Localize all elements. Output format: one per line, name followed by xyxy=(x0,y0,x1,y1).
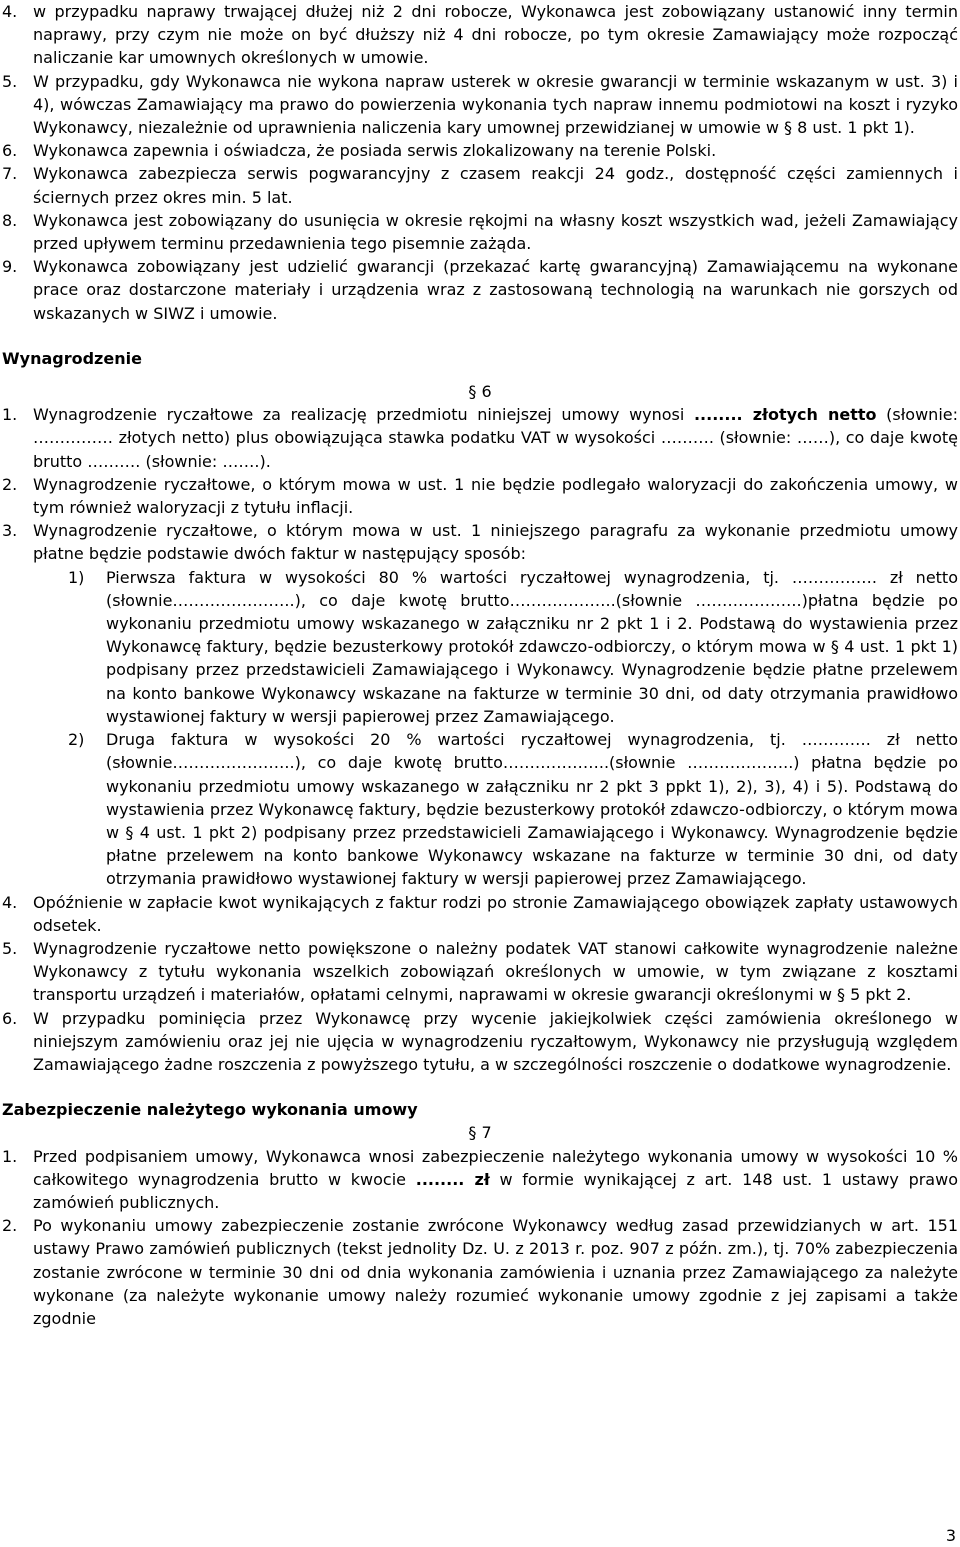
item-text: Wynagrodzenie ryczałtowe, o którym mowa w ust. 1 nie będzie podlegało waloryzacji do zakończenia umowy, w tym również waloryzacji z tytułu inflacji. xyxy=(33,474,958,518)
list-item xyxy=(2,403,958,473)
item-number: 7. xyxy=(2,164,18,184)
list-item xyxy=(2,519,958,565)
item-number: 3. xyxy=(2,521,18,541)
item-number: 9. xyxy=(2,257,18,277)
list-item xyxy=(2,162,958,208)
list-item xyxy=(2,1214,958,1330)
item-text: Wykonawca zapewnia i oświadcza, że posiada serwis zlokalizowany na terenie Polski. xyxy=(33,141,717,161)
list-item xyxy=(2,1007,958,1077)
item-text: W przypadku pominięcia przez Wykonawcę przy wycenie jakiejkolwiek części zamówienia określonego w niniejszym zamówieniu oraz jej nie ujęcia w wynagrodzeniu ryczałtowym, Wykonawcy nie przysługują względem Zamawiającego żadne roszczenia z powyższego tytułu, a w szczególności roszczenie o dodatkowe wynagrodzenie. xyxy=(33,1008,958,1074)
list-item xyxy=(2,139,958,162)
item-text: w przypadku naprawy trwającej dłużej niż 2 dni robocze, Wykonawca jest zobowiązany ustanowić inny termin naprawy, przy czym nie może on być dłuższy niż 4 dni robocze, po tym okresie Zamawiający może rozpocząć naliczanie kar umownych określonych w umowie. xyxy=(33,2,958,68)
item-number: 2. xyxy=(2,474,18,494)
item-text: Po wykonaniu umowy zabezpieczenie zostanie zwrócone Wykonawcy według zasad przewidzianych w art. 151 ustawy Prawo zamówień publicznych (tekst jednolity Dz. U. z 2013 r. poz. 907 z późn. zm.), tj. 70% zabezpieczenia zostanie zwrócone w terminie 30 dni od dnia wykonania zamówienia i uznania przez Zamawiającego za należyte wykonane (za należyte wykonanie umowy należy rozumieć wykonanie umowy zgodnie z jej zapisami a także zgodnie xyxy=(33,1216,958,1328)
top-list xyxy=(2,0,958,325)
item-number: 4. xyxy=(2,892,18,912)
item-text: Wynagrodzenie ryczałtowe, o którym mowa w ust. 1 niniejszego paragrafu za wykonanie przedmiotu umowy płatne będzie podstawie dwóch faktur w następujący sposób: xyxy=(33,521,958,564)
item-text: Wynagrodzenie ryczałtowe za realizację przedmiotu niniejszej umowy wynosi xyxy=(33,405,685,425)
list-item xyxy=(2,0,958,70)
list-item xyxy=(2,255,958,325)
item-text: Wynagrodzenie ryczałtowe netto powiększone o należny podatek VAT stanowi całkowite wynagrodzenie należne Wykonawcy z tytułu wykonania wszelkich zobowiązań określonych w umowie, w tym związane z kosztami transportu urządzeń i materiałów, opłatami celnymi, naprawami w okresie gwarancji określonymi w § 5 pkt 2. xyxy=(33,938,958,1005)
sub-item-text: Druga faktura w wysokości 20 % wartości ryczałtowej wynagrodzenia, tj. …………. zł netto (słownie…………………..), co daje kwotę brutto………………..(słownie ………………..) płatna będzie po wykonaniu przedmiotu umowy wskazanego w załączniku nr 2 pkt 3 ppkt 1), 2), 3), 4) i 5). Podstawą do wystawienia przez Wykonawcę faktury, będzie bezusterkowy protokół zdawczo-odbiorczy, o którym mowa w § 4 ust. 1 pkt 2) podpisany przez przedstawicieli Zamawiającego i Wykonawcy. Wynagrodzenie będzie płatne przelewem na konto bankowe Wykonawcy wskazane na fakturze w terminie 30 dni, od daty otrzymania prawidłowo wystawionej faktury w wersji papierowej przez Zamawiającego. xyxy=(106,730,958,889)
amount-zl: ........ zł xyxy=(415,1169,490,1189)
item-number: 2. xyxy=(2,1216,18,1236)
page-number: 3 xyxy=(945,1525,956,1545)
item-text: Wykonawca jest zobowiązany do usunięcia w okresie rękojmi na własny koszt wszystkich wad, jeżeli Zamawiający przed upływem terminu przedawnienia tego pisemnie zażąda. xyxy=(33,210,958,254)
item-text: W przypadku, gdy Wykonawca nie wykona napraw usterek w okresie gwarancji w terminie wskazanym w ust. 3) i 4), wówczas Zamawiający ma prawo do powierzenia wykonania tych napraw innemu podmiotowi na koszt i ryzyko Wykonawcy, niezależnie od uprawnienia naliczenia kary umownej przewidzianej w umowie w § 8 ust. 1 pkt 1). xyxy=(33,71,958,138)
item-text: Wykonawca zabezpiecza serwis pogwarancyjny z czasem reakcji 24 godz., dostępność części zamiennych i ściernych przez okres min. 5 lat. xyxy=(33,164,958,207)
item-text: w formie wynikającej z art. 148 ust. 1 ustawy prawo zamówień publicznych. xyxy=(33,1169,958,1212)
item-text: (słownie: …………… złotych netto) plus obowiązująca stawka podatku VAT w wysokości ………. (słownie: ……), co daje kwotę brutto ………. (słownie: …….). xyxy=(33,405,958,471)
list-item xyxy=(2,937,958,1007)
item-number: 5. xyxy=(2,938,18,958)
list-item xyxy=(2,209,958,255)
item-text: Opóźnienie w zapłacie kwot wynikających z faktur rodzi po stronie Zamawiającego obowiązek zapłaty ustawowych odsetek. xyxy=(33,892,958,935)
item-text: Wykonawca zobowiązany jest udzielić gwarancji (przekazać kartę gwarancyjną) Zamawiającemu na wykonane prace oraz dostarczone materiały i urządzenia wraz z zastosowaną technologią na warunkach nie gorszych od wskazanych w SIWZ i umowie. xyxy=(33,257,958,323)
item-number: 1. xyxy=(2,405,18,425)
list-item xyxy=(2,891,958,937)
item-number: 1. xyxy=(2,1146,18,1166)
section-heading-zabezpieczenie: Zabezpieczenie należytego wykonania umowy xyxy=(2,1100,418,1120)
paragraph-sign: § 7 xyxy=(468,1123,492,1143)
sub-item-text: Pierwsza faktura w wysokości 80 % wartości ryczałtowej wynagrodzenia, tj. ……………. zł netto (słownie…………………..), co daje kwotę brutto………………..(słownie ………………..)płatna będzie po wykonaniu przedmiotu umowy wskazanego w załączniku nr 2 pkt 1 i 2. Podstawą do wystawienia przez Wykonawcę faktury, będzie bezusterkowy protokół zdawczo-odbiorczy, o którym mowa w § 4 ust. 1 pkt 1) podpisany przez przedstawicieli Zamawiającego i Wykonawcy. Wynagrodzenie będzie płatne przelewem na konto bankowe Wykonawcy wskazane na fakturze w terminie 30 dni, od daty otrzymania prawidłowo wystawionej faktury w wersji papierowej przez Zamawiającego. xyxy=(106,567,958,726)
section-heading-wynagrodzenie: Wynagrodzenie xyxy=(2,348,142,368)
list-item xyxy=(2,1145,958,1215)
item-number: 6. xyxy=(2,141,18,161)
item-number: 8. xyxy=(2,210,18,230)
sub-list-item xyxy=(2,566,958,728)
item-number: 6. xyxy=(2,1008,18,1028)
list-item xyxy=(2,473,958,519)
item-text: Przed podpisaniem umowy, Wykonawca wnosi zabezpieczenie należytego wykonania umowy w wysokości 10 % całkowitego wynagrodzenia brutto w kwocie xyxy=(33,1146,958,1189)
sub-list-item xyxy=(2,728,958,890)
amount-netto: ........ złotych netto xyxy=(693,405,877,425)
item-number: 4. xyxy=(2,2,18,21)
item-number: 5. xyxy=(2,71,18,91)
paragraph-sign: § 6 xyxy=(468,382,492,402)
list-item xyxy=(2,70,958,140)
sub-item-number: 2) xyxy=(68,730,85,750)
sub-item-number: 1) xyxy=(68,567,85,587)
